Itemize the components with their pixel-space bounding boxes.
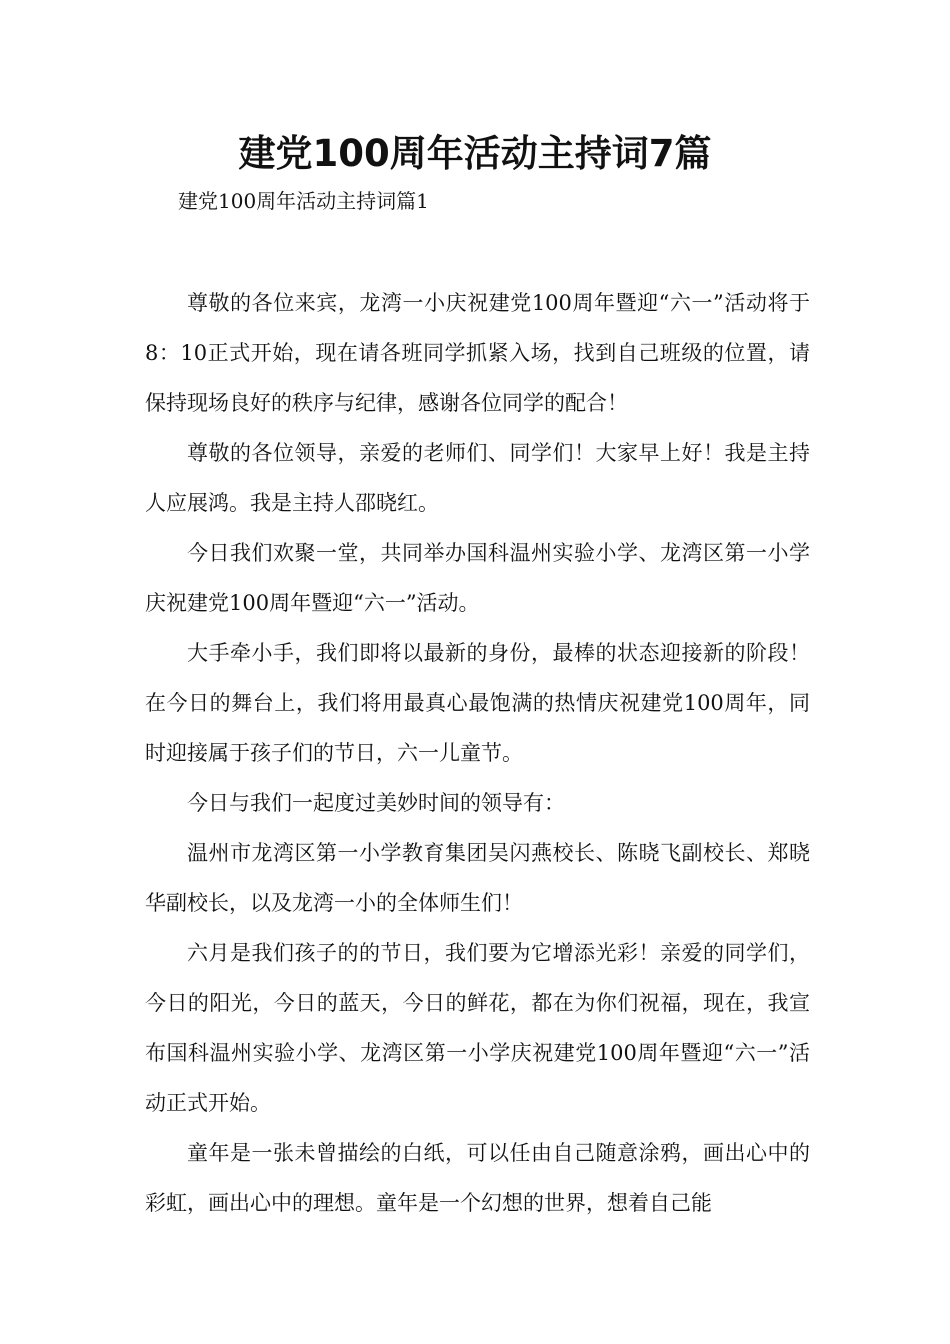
paragraph: 今日我们欢聚一堂，共同举办国科温州实验小学、龙湾区第一小学庆祝建党100周年暨迎“六一”活动。: [145, 541, 810, 615]
paragraph: 今日与我们一起度过美妙时间的领导有：: [187, 791, 565, 815]
paragraph: 尊敬的各位领导，亲爱的老师们、同学们！大家早上好！我是主持人应展鸿。我是主持人邵晓红。: [145, 441, 810, 515]
document-body: [145, 278, 810, 1228]
document-title: 建党100周年活动主持词7篇: [238, 132, 712, 175]
paragraph: 童年是一张未曾描绘的白纸，可以任由自己随意涂鸦，画出心中的彩虹，画出心中的理想。童年是一个幻想的世界，想着自己能: [145, 1141, 810, 1215]
paragraph: 尊敬的各位来宾，龙湾一小庆祝建党100周年暨迎“六一”活动将于8：10正式开始，现在请各班同学抓紧入场，找到自己班级的位置，请保持现场良好的秩序与纪律，感谢各位同学的配合！: [145, 291, 810, 415]
document-subtitle: 建党100周年活动主持词篇1: [178, 189, 429, 213]
paragraph: 温州市龙湾区第一小学教育集团吴闪燕校长、陈晓飞副校长、郑晓华副校长，以及龙湾一小的全体师生们！: [145, 841, 810, 915]
paragraph: 大手牵小手，我们即将以最新的身份，最棒的状态迎接新的阶段！在今日的舞台上，我们将用最真心最饱满的热情庆祝建党100周年，同时迎接属于孩子们的节日，六一儿童节。: [145, 641, 810, 765]
paragraph: 六月是我们孩子的的节日，我们要为它增添光彩！亲爱的同学们，今日的阳光，今日的蓝天，今日的鲜花，都在为你们祝福，现在，我宣布国科温州实验小学、龙湾区第一小学庆祝建党100周年暨迎“六一”活动正式开始。: [145, 941, 810, 1115]
